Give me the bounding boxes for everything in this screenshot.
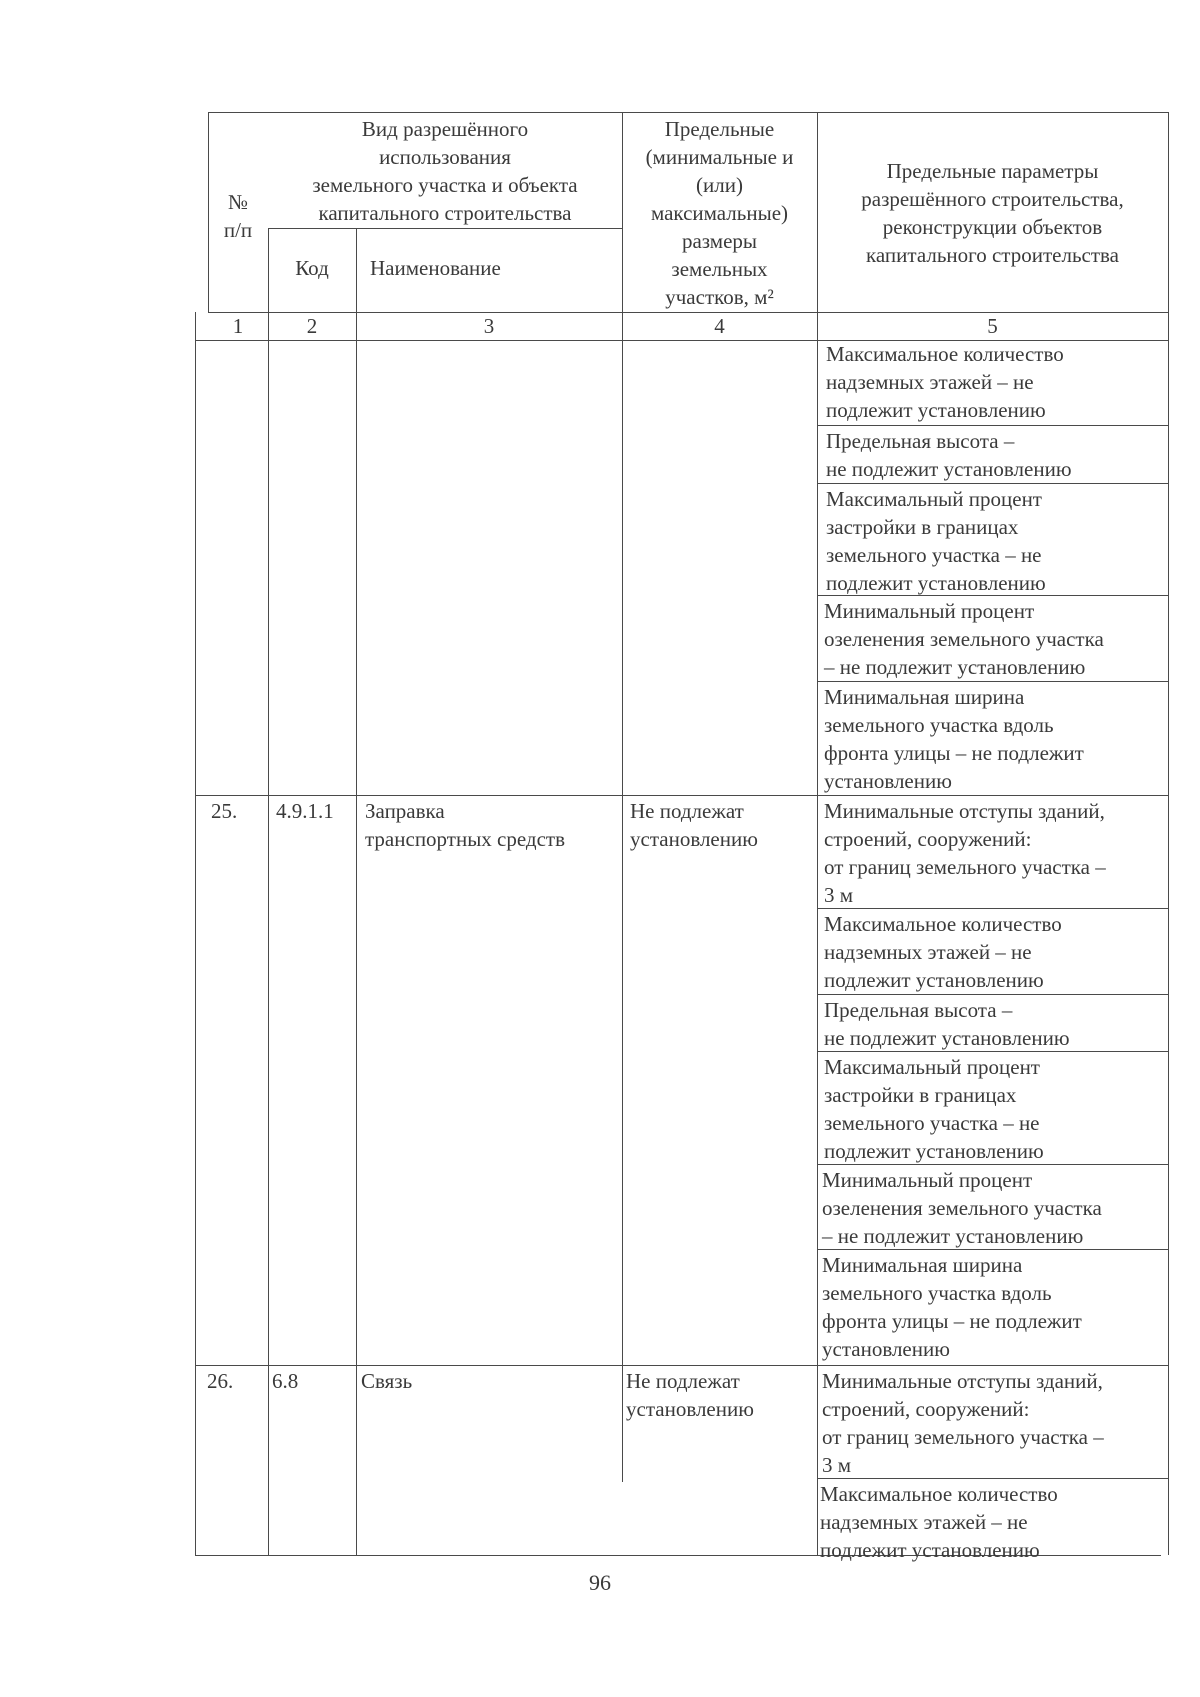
row25-param-4: Минимальный процент озеленения земельного участка – не подлежит установлению — [822, 1168, 1102, 1248]
colnum-2: 2 — [306, 314, 318, 338]
col-sep-1 — [268, 228, 269, 1555]
cont-param-4: Минимальная ширина земельного участка вдоль фронта улицы – не подлежит установлению — [824, 685, 1084, 793]
table-border-left-lower — [195, 312, 196, 1555]
row26-top-line — [195, 1365, 1169, 1366]
header-name: Наименование — [370, 256, 501, 280]
row25-param-0: Минимальные отступы зданий, строений, сооружений: от границ земельного участка – 3 м — [824, 799, 1106, 907]
colnum-5: 5 — [987, 314, 998, 338]
cont-param-1: Предельная высота – не подлежит установлению — [826, 429, 1072, 481]
row25-sep-2 — [817, 994, 1168, 995]
header-params: Предельные параметры разрешённого строительства, реконструкции объектов капитального строительства — [861, 159, 1124, 267]
cont-sep-4 — [817, 681, 1168, 682]
page-number: 96 — [589, 1570, 611, 1595]
header-sub-line — [268, 228, 622, 229]
cont-sep-1 — [817, 425, 1168, 426]
col-sep-2 — [356, 228, 357, 1555]
row26-param-1: Максимальное количество надземных этажей – не подлежит установлению — [820, 1482, 1058, 1562]
row25-param-5: Минимальная ширина земельного участка вдоль фронта улицы – не подлежит установлению — [822, 1253, 1082, 1361]
cont-param-2: Максимальный процент застройки в границах земельного участка – не подлежит установлению — [826, 487, 1046, 595]
header-sizes: Предельные (минимальные и (или) максимальные) размеры земельных участков, м² — [645, 117, 794, 309]
table-border-top — [208, 112, 1169, 113]
cont-sep-2 — [817, 483, 1168, 484]
row26-sizes: Не подлежат установлению — [626, 1369, 754, 1421]
table-border-right — [1168, 112, 1169, 1555]
header-kind-group: Вид разрешённого использования земельного участка и объекта капитального строительства — [312, 117, 578, 225]
row25-code: 4.9.1.1 — [276, 799, 334, 823]
row25-param-2: Предельная высота – не подлежит установлению — [824, 998, 1070, 1050]
row25-param-1: Максимальное количество надземных этажей – не подлежит установлению — [824, 912, 1062, 992]
row26-num: 26. — [207, 1369, 234, 1393]
row25-top-line — [195, 795, 1169, 796]
header-code: Код — [295, 256, 329, 280]
cont-param-3: Минимальный процент озеленения земельного участка – не подлежит установлению — [824, 599, 1104, 679]
colnum-3: 3 — [483, 314, 495, 338]
row25-num: 25. — [211, 799, 238, 823]
row26-name: Связь — [361, 1369, 413, 1393]
header-num: № п/п — [223, 190, 253, 242]
colnum-4: 4 — [714, 314, 725, 338]
cont-param-0: Максимальное количество надземных этажей – не подлежит установлению — [826, 342, 1064, 422]
row25-param-3: Максимальный процент застройки в границах земельного участка – не подлежит установлению — [824, 1055, 1044, 1163]
row26-param-0: Минимальные отступы зданий, строений, сооружений: от границ земельного участка – 3 м — [822, 1369, 1104, 1477]
row25-name: Заправка транспортных средств — [365, 799, 566, 851]
colnum-1: 1 — [232, 314, 244, 338]
row25-sizes: Не подлежат установлению — [630, 799, 758, 851]
row26-code: 6.8 — [272, 1369, 299, 1393]
